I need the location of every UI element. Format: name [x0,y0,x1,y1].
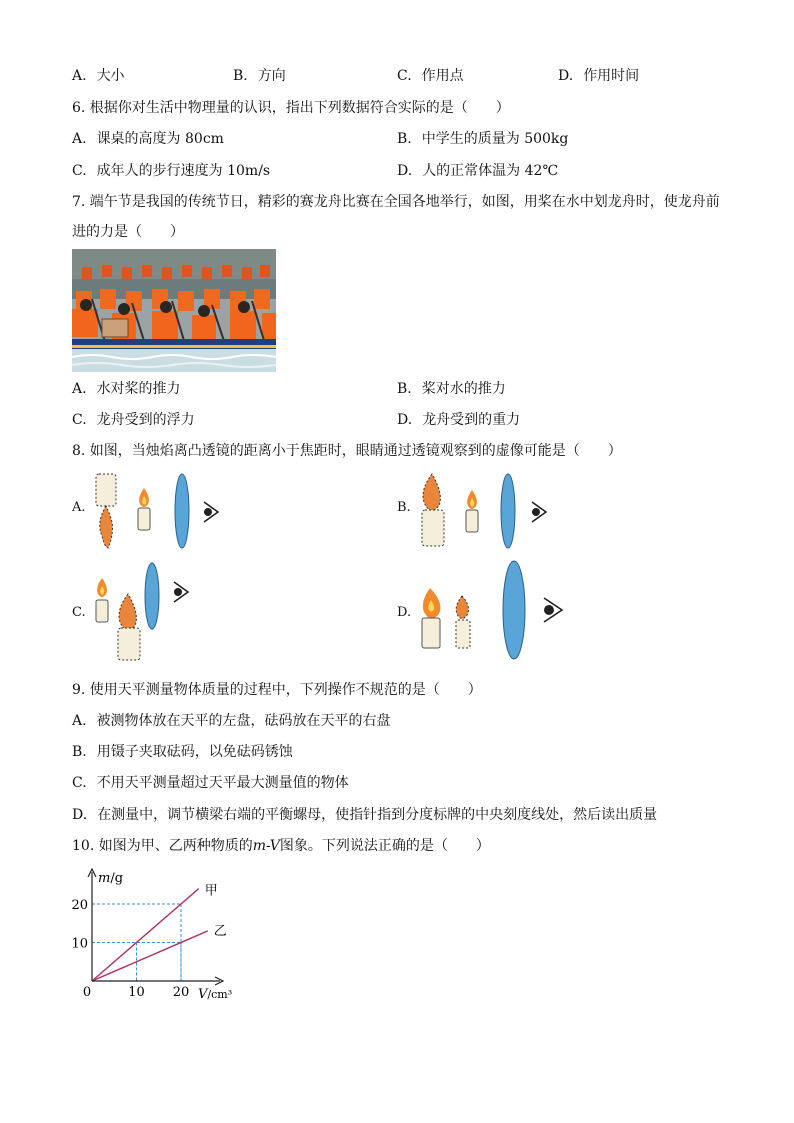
q9-option-a: A. 被测物体放在天平的左盘，砝码放在天平的右盘 [72,713,391,729]
q8-label-d: D. [397,605,412,620]
q8-label-b: B. [397,500,411,515]
convex-lens-icon [175,474,189,548]
eye-icon [174,582,188,602]
q5-option-b: B. 方向 [233,68,286,84]
candle-icon [138,488,150,530]
candle-icon [422,588,440,648]
q8-figure-b [416,472,556,550]
convex-lens-icon [145,563,159,629]
dragon-boat-photo [72,249,276,372]
series-line-1 [92,931,208,981]
q9-option-b: B. 用镊子夹取砝码，以免砝码锈蚀 [72,744,293,760]
q7-stem-line1: 7. 端午节是我国的传统节日，精彩的赛龙舟比赛在全国各地举行，如图，用桨在水中划龙舟时，使龙舟前 [72,194,720,210]
virtual-candle-inverted [96,474,116,548]
q8-label-a: A. [72,500,86,515]
q8-label-c: C. [72,605,86,620]
q6-option-b: B. 中学生的质量为 500kg [397,131,569,147]
eye-icon [204,502,218,522]
q6-option-a: A. 课桌的高度为 80cm [72,131,224,147]
convex-lens-icon [503,561,525,659]
virtual-candle-upright [118,594,140,660]
q10-stem: 10. 如图为甲、乙两种物质的m-V图象。下列说法正确的是（ ） [72,838,490,854]
x-tick-label-0: 10 [128,985,145,1000]
q9-stem: 9. 使用天平测量物体质量的过程中，下列操作不规范的是（ ） [72,682,482,698]
q8-figure-c [90,562,230,662]
q6-option-d: D. 人的正常体温为 42℃ [397,163,559,179]
q7-option-d: D. 龙舟受到的重力 [397,412,521,428]
q9-option-c: C. 不用天平测量超过天平最大测量值的物体 [72,775,349,791]
q5-option-d: D. 作用时间 [558,68,640,84]
q6-stem: 6. 根据你对生活中物理量的认识，指出下列数据符合实际的是（ ） [72,100,510,116]
convex-lens-icon [501,474,515,548]
q7-option-a: A. 水对桨的推力 [72,381,181,397]
mv-chart [70,864,250,1004]
q5-option-a: A. 大小 [72,68,125,84]
eye-icon [544,598,562,622]
q8-figure-d [416,560,576,662]
candle-icon [466,490,478,532]
q7-option-c: C. 龙舟受到的浮力 [72,412,195,428]
series-label-0: 甲 [204,883,218,899]
y-tick-label-1: 20 [71,898,88,913]
series-label-1: 乙 [213,923,227,939]
candle-icon [96,578,108,622]
q8-figure-a [90,472,230,550]
virtual-candle-small [456,596,470,648]
q9-option-d: D. 在测量中，调节横梁右端的平衡螺母，使指针指到分度标牌的中央刻度线处，然后读出质量 [72,807,658,823]
y-axis-label: m/g [98,871,124,886]
x-axis-label: V/cm³ [198,987,233,1002]
q5-option-c: C. 作用点 [397,68,464,84]
q6-option-c: C. 成年人的步行速度为 10m/s [72,163,271,179]
x-tick-label-1: 20 [172,985,190,1000]
series-line-0 [92,889,199,981]
y-tick-label-0: 10 [71,936,88,952]
q7-option-b: B. 桨对水的推力 [397,381,506,397]
q7-stem-line2: 进的力是（ ） [72,224,184,240]
virtual-candle-upright [422,474,444,546]
eye-icon [532,502,546,522]
origin-label: 0 [82,985,92,1000]
q8-stem: 8. 如图，当烛焰离凸透镜的距离小于焦距时，眼睛通过透镜观察到的虚像可能是（ ） [72,443,622,459]
